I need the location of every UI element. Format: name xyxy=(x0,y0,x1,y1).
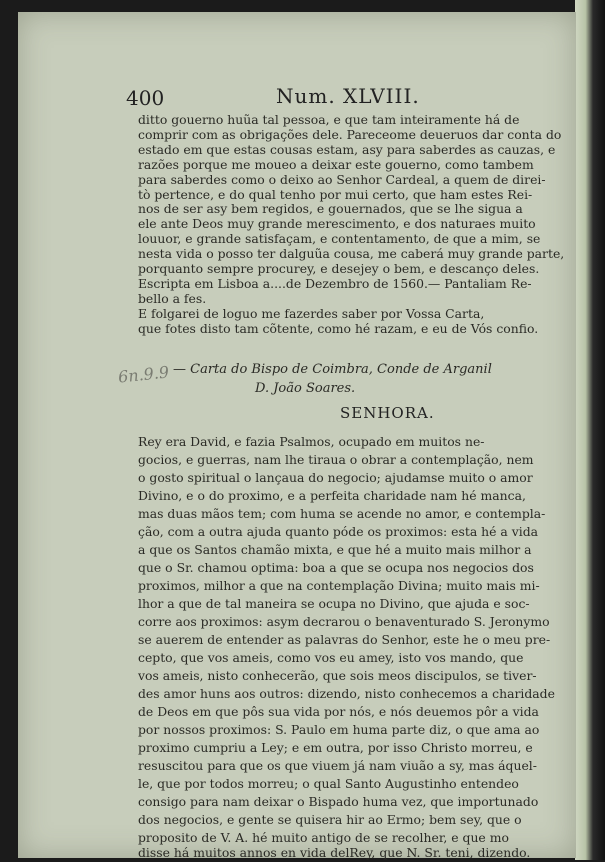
text-line: porquanto sempre procurey, e desejey o bem, e descanço deles. xyxy=(138,261,540,276)
text-line: vos ameis, nisto conhecerão, que sois meos discipulos, se tiver- xyxy=(138,668,537,683)
text-line: que fotes disto tam cõtente, como hé razam, e eu de Vós confio. xyxy=(138,320,539,336)
text-line: proximos, milhor a que na contemplação Divina; muito mais mi- xyxy=(138,578,540,593)
text-line: o gosto spiritual o lançaua do negocio; ajudamse muito o amor xyxy=(138,470,533,485)
page-header xyxy=(126,80,526,110)
letter-title-line-2: D. João Soares. xyxy=(255,381,356,396)
text-line: de Deos em que pôs sua vida por nós, e nós deuemos pôr a vida xyxy=(138,704,539,719)
text-line: dos negocios, e gente se quisera hir ao Ermo; bem sey, que o xyxy=(138,812,522,827)
text-line: louuor, e grande satisfaçam, e contentamento, de que a mim, se xyxy=(138,231,541,247)
text-line: proximo cumpriu a Ley; e em outra, por isso Christo morreu, e xyxy=(138,740,533,755)
handwritten-margin-note: 6n.9.9 xyxy=(117,362,170,387)
text-line: comprir com as obrigações dele. Pareceome deueruos dar conta do xyxy=(138,126,562,142)
text-line: Rey era David, e fazia Psalmos, ocupado em muitos ne- xyxy=(138,434,485,449)
text-line: lhor a que de tal maneira se ocupa no Divino, que ajuda e soc- xyxy=(138,596,530,611)
book-spine-edge xyxy=(575,0,605,860)
text-line: des amor huns aos outros: dizendo, nisto conhecemos a charidade xyxy=(138,686,555,701)
text-line: corre aos proximos: asym decrarou o benaventurado S. Jeronymo xyxy=(138,614,550,629)
text-line: gocios, e guerras, nam lhe tiraua o obrar a contemplação, nem xyxy=(138,452,534,467)
text-line: ção, com a outra ajuda quanto póde os proximos: esta hé a vida xyxy=(138,524,539,539)
text-line: se auerem de entender as palavras do Senhor, este he o meu pre- xyxy=(138,632,551,647)
text-line: por nossos proximos: S. Paulo em huma parte diz, o que ama ao xyxy=(138,722,540,737)
letter-title xyxy=(173,360,533,398)
text-line: ele ante Deos muy grande merescimento, e dos naturaes muito xyxy=(138,216,536,232)
text-line: estado em que estas cousas estam, asy para saberdes as cauzas, e xyxy=(138,141,556,157)
text-line: E folgarei de loguo me fazerdes saber por Vossa Carta, xyxy=(138,305,485,321)
text-line: para saberdes como o deixo ao Senhor Cardeal, a quem de direi- xyxy=(138,171,546,187)
text-line: disse há muitos annos en vida delRey, que N. Sr. teni, dizendo. xyxy=(138,845,531,860)
text-line: mas duas mãos tem; com huma se acende no amor, e contempla- xyxy=(138,506,546,521)
text-line: bello a fes. xyxy=(138,290,207,306)
text-line: nos de ser asy bem regidos, e gouernados, que se lhe sigua a xyxy=(138,201,523,217)
text-line: consigo para nam deixar o Bispado huma vez, que importunado xyxy=(138,794,539,809)
text-line: resuscitou para que os que viuem já nam viuão a sy, mas áquel- xyxy=(138,758,537,773)
running-head: Num. XLVIII. xyxy=(276,84,420,108)
text-line: ditto gouerno huũa tal pessoa, e que tam inteiramente há de xyxy=(138,112,520,127)
text-line: razões porque me moueo a deixar este gouerno, como tambem xyxy=(138,156,534,172)
letter-title-line-1: — Carta do Bispo de Coimbra, Conde de Arganil xyxy=(173,362,492,377)
text-line: a que os Santos chamão mixta, e que hé a muito mais milhor a xyxy=(138,542,532,557)
page-number: 400 xyxy=(126,86,165,110)
salutation: SENHORA. xyxy=(340,404,435,422)
text-line: proposito de V. A. hé muito antigo de se recolher, e que mo xyxy=(138,830,509,845)
text-line: Escripta em Lisboa a....de Dezembro de 1560.— Pantaliam Re- xyxy=(138,275,532,291)
text-line: le, que por todos morreu; o qual Santo Augustinho entendeo xyxy=(138,776,519,791)
text-line: que o Sr. chamou optima: boa a que se ocupa nos negocios dos xyxy=(138,560,534,575)
text-line: nesta vida o posso ter dalguũa cousa, me caberá muy grande parte, xyxy=(138,246,565,262)
text-line: Divino, e o do proximo, e a perfeita charidade nam hé manca, xyxy=(138,488,526,503)
text-line: cepto, que vos ameis, como vos eu amey, isto vos mando, que xyxy=(138,650,524,665)
text-line: tò pertence, e do qual tenho por mui certo, que ham estes Rei- xyxy=(138,186,533,202)
